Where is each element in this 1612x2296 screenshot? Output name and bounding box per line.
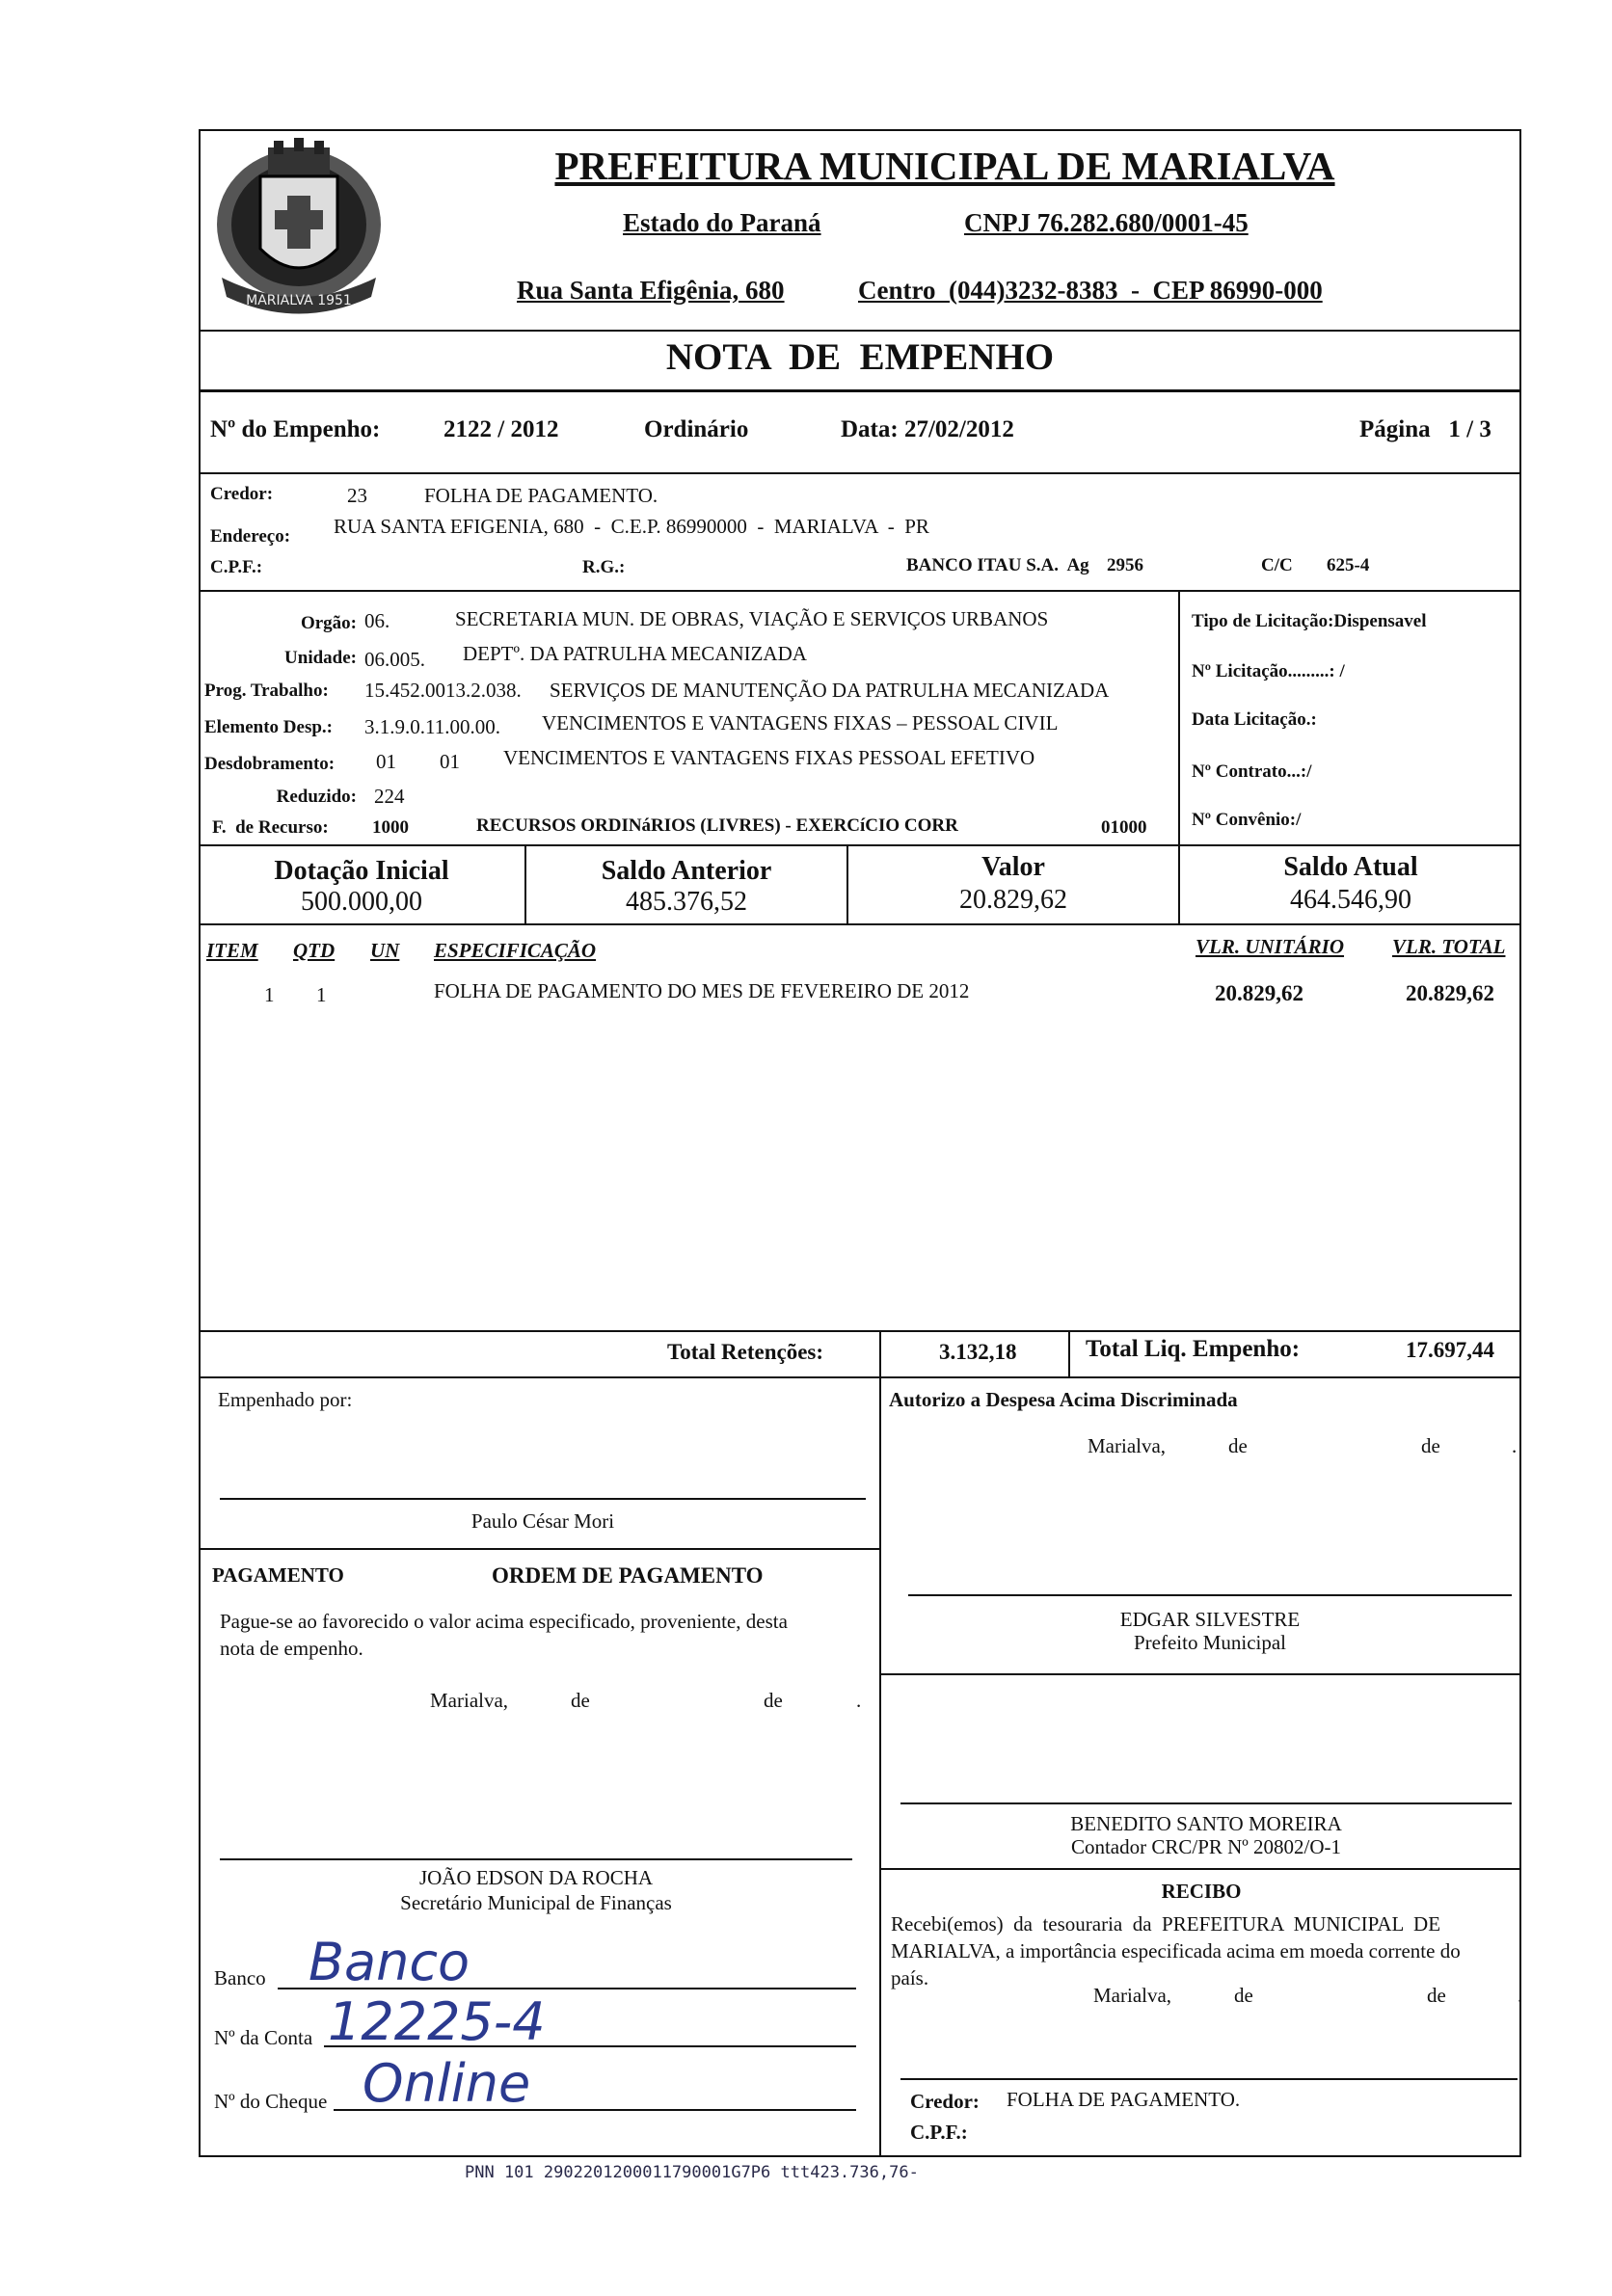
recibo-text-2: MARIALVA, a importância especificada acima em moeda corrente do xyxy=(891,1939,1461,1962)
pagamento-dot: . xyxy=(856,1689,862,1712)
orgao-label: Orgão: xyxy=(300,613,357,633)
recurso-desc: RECURSOS ORDINáRIOS (LIVRES) - EXERCíCIO CORR xyxy=(476,815,958,836)
page-title: PREFEITURA MUNICIPAL DE MARIALVA xyxy=(554,144,1335,188)
cc-label: C/C xyxy=(1261,555,1293,575)
recibo-credor-label: Credor: xyxy=(910,2090,980,2113)
cheque-label: Nº do Cheque xyxy=(214,2090,328,2113)
saldo-atual-label: Saldo Atual xyxy=(1283,852,1418,882)
recibo-text-1: Recebi(emos) da tesouraria da PREFEITURA MUNICIPAL DE xyxy=(891,1912,1441,1936)
prefeito-cargo: Prefeito Municipal xyxy=(1133,1631,1287,1654)
valor-value: 20.829,62 xyxy=(959,885,1067,915)
footer-code: PNN 101 2902201200011790001G7P6 ttt423.736,76- xyxy=(465,2163,919,2182)
pagamento-label: PAGAMENTO xyxy=(212,1563,344,1587)
dotacao-value: 500.000,00 xyxy=(301,887,422,917)
desdobramento-code-1: 01 xyxy=(376,750,396,773)
licitacao-convenio: Nº Convênio:/ xyxy=(1192,810,1302,830)
row-especificacao: FOLHA DE PAGAMENTO DO MES DE FEVEREIRO DE 2012 xyxy=(434,979,970,1002)
banco-label: Banco xyxy=(214,1966,266,1989)
autorizo-dot: . xyxy=(1512,1434,1518,1457)
col-item: ITEM xyxy=(206,939,258,962)
saldo-anterior-value: 485.376,52 xyxy=(626,887,747,917)
state-name: Estado do Paraná xyxy=(623,208,821,237)
rg-label: R.G.: xyxy=(582,557,626,577)
pagamento-text-2: nota de empenho. xyxy=(220,1637,363,1660)
elemento-desc: VENCIMENTOS E VANTAGENS FIXAS – PESSOAL CIVIL xyxy=(542,711,1059,734)
recibo-dot: . xyxy=(1518,1984,1523,2007)
secretario-cargo: Secretário Municipal de Finanças xyxy=(400,1891,672,1914)
desdobramento-label: Desdobramento: xyxy=(204,754,336,774)
desdobramento-code-2: 01 xyxy=(440,750,460,773)
total-retencoes-value: 3.132,18 xyxy=(939,1340,1017,1364)
col-un: UN xyxy=(370,939,400,962)
ordem-pagamento-title: ORDEM DE PAGAMENTO xyxy=(492,1563,764,1588)
elemento-label: Elemento Desp.: xyxy=(204,717,333,737)
prog-code: 15.452.0013.2.038. xyxy=(364,679,522,702)
col-qtd: QTD xyxy=(293,939,336,962)
saldo-atual-value: 464.546,90 xyxy=(1290,885,1411,915)
conta-handwritten: 12225-4 xyxy=(328,1991,546,2052)
pagamento-city: Marialva, xyxy=(430,1689,509,1712)
recibo-title: RECIBO xyxy=(1161,1880,1242,1903)
banco-handwritten: Banco xyxy=(309,1932,470,1992)
col-vlr-unitario: VLR. UNITÁRIO xyxy=(1196,935,1345,958)
conta-label: Nº da Conta xyxy=(214,2026,313,2049)
autorizo-de-2: de xyxy=(1421,1434,1440,1457)
empenhado-nome: Paulo César Mori xyxy=(470,1509,615,1533)
coat-of-arms-text: MARIALVA 1951 xyxy=(246,293,352,308)
unidade-desc: DEPTº. DA PATRULHA MECANIZADA xyxy=(463,642,807,665)
address-label: Endereço: xyxy=(210,526,291,547)
page-number: Página 1 / 3 xyxy=(1359,416,1491,442)
desdobramento-desc: VENCIMENTOS E VANTAGENS FIXAS PESSOAL EFETIVO xyxy=(503,746,1035,769)
saldo-anterior-label: Saldo Anterior xyxy=(601,856,772,886)
row-qtd: 1 xyxy=(316,983,327,1006)
orgao-code: 06. xyxy=(364,609,390,632)
empenho-number: 2122 / 2012 xyxy=(443,416,559,442)
reduzido-value: 224 xyxy=(374,785,405,808)
reduzido-label: Reduzido: xyxy=(276,787,357,807)
licitacao-tipo: Tipo de Licitação:Dispensavel xyxy=(1192,611,1427,631)
recibo-de-2: de xyxy=(1427,1984,1446,2007)
prog-label: Prog. Trabalho: xyxy=(204,681,329,701)
address-rest: Centro (044)3232-8383 - CEP 86990-000 xyxy=(858,276,1323,305)
cc-number: 625-4 xyxy=(1327,555,1370,575)
licitacao-numero: Nº Licitação.........: / xyxy=(1192,661,1345,681)
credor-code: 23 xyxy=(347,484,367,507)
cpf-label: C.P.F.: xyxy=(210,557,263,577)
orgao-desc: SECRETARIA MUN. DE OBRAS, VIAÇÃO E SERVIÇOS URBANOS xyxy=(455,607,1049,630)
credor-address: RUA SANTA EFIGENIA, 680 - C.E.P. 86990000 - MARIALVA - PR xyxy=(334,515,929,538)
total-liquido-value: 17.697,44 xyxy=(1406,1338,1494,1362)
doc-title: NOTA DE EMPENHO xyxy=(665,336,1055,378)
contador-nome: BENEDITO SANTO MOREIRA xyxy=(1070,1812,1342,1835)
bank-name: BANCO ITAU S.A. Ag xyxy=(906,555,1089,575)
recurso-number: 01000 xyxy=(1101,817,1147,838)
empenhado-por-label: Empenhado por: xyxy=(218,1388,353,1411)
pagamento-text-1: Pague-se ao favorecido o valor acima especificado, proveniente, desta xyxy=(220,1610,788,1633)
contador-cargo: Contador CRC/PR Nº 20802/O-1 xyxy=(1070,1835,1342,1858)
recibo-city: Marialva, xyxy=(1093,1984,1172,2007)
col-especificacao: ESPECIFICAÇÃO xyxy=(434,939,597,962)
recibo-credor-name: FOLHA DE PAGAMENTO. xyxy=(1007,2088,1241,2111)
row-vlr-total: 20.829,62 xyxy=(1406,981,1494,1005)
table-row xyxy=(199,979,1521,1018)
total-liquido-label: Total Liq. Empenho: xyxy=(1086,1336,1301,1362)
prog-desc: SERVIÇOS DE MANUTENÇÃO DA PATRULHA MECANIZADA xyxy=(550,679,1110,702)
credor-name: FOLHA DE PAGAMENTO. xyxy=(424,484,658,507)
empenho-number-label: Nº do Empenho: xyxy=(210,416,381,442)
recibo-de-1: de xyxy=(1234,1984,1253,2007)
elemento-code: 3.1.9.0.11.00.00. xyxy=(364,715,500,738)
address: Rua Santa Efigênia, 680 xyxy=(517,276,785,305)
recurso-label: F. de Recurso: xyxy=(212,817,329,838)
total-retencoes-label: Total Retenções: xyxy=(667,1340,824,1364)
coat-of-arms-icon xyxy=(202,133,395,326)
recurso-code: 1000 xyxy=(372,817,409,838)
autorizo-city: Marialva, xyxy=(1088,1434,1167,1457)
autorizo-de-1: de xyxy=(1228,1434,1248,1457)
row-vlr-unitario: 20.829,62 xyxy=(1215,981,1303,1005)
unidade-code: 06.005. xyxy=(364,648,425,671)
recibo-text-3: país. xyxy=(891,1966,929,1989)
licitacao-data: Data Licitação.: xyxy=(1192,709,1317,730)
cheque-handwritten: Online xyxy=(363,2053,531,2114)
recibo-cpf-label: C.P.F.: xyxy=(910,2121,968,2144)
licitacao-contrato: Nº Contrato...:/ xyxy=(1192,761,1312,782)
secretario-nome: JOÃO EDSON DA ROCHA xyxy=(418,1866,654,1889)
bank-agency: 2956 xyxy=(1107,555,1143,575)
credor-label: Credor: xyxy=(210,484,274,504)
pagamento-de-2: de xyxy=(764,1689,783,1712)
dotacao-label: Dotação Inicial xyxy=(274,856,449,886)
prefeito-nome: EDGAR SILVESTRE xyxy=(1119,1608,1301,1631)
empenho-type: Ordinário xyxy=(644,416,749,442)
col-vlr-total: VLR. TOTAL xyxy=(1392,935,1506,958)
cnpj: CNPJ 76.282.680/0001-45 xyxy=(964,208,1249,237)
unidade-label: Unidade: xyxy=(284,648,357,668)
pagamento-de-1: de xyxy=(571,1689,590,1712)
empenho-date: Data: 27/02/2012 xyxy=(841,416,1014,442)
row-item: 1 xyxy=(264,983,275,1006)
autorizo-title: Autorizo a Despesa Acima Discriminada xyxy=(889,1388,1238,1411)
valor-label: Valor xyxy=(981,852,1045,882)
